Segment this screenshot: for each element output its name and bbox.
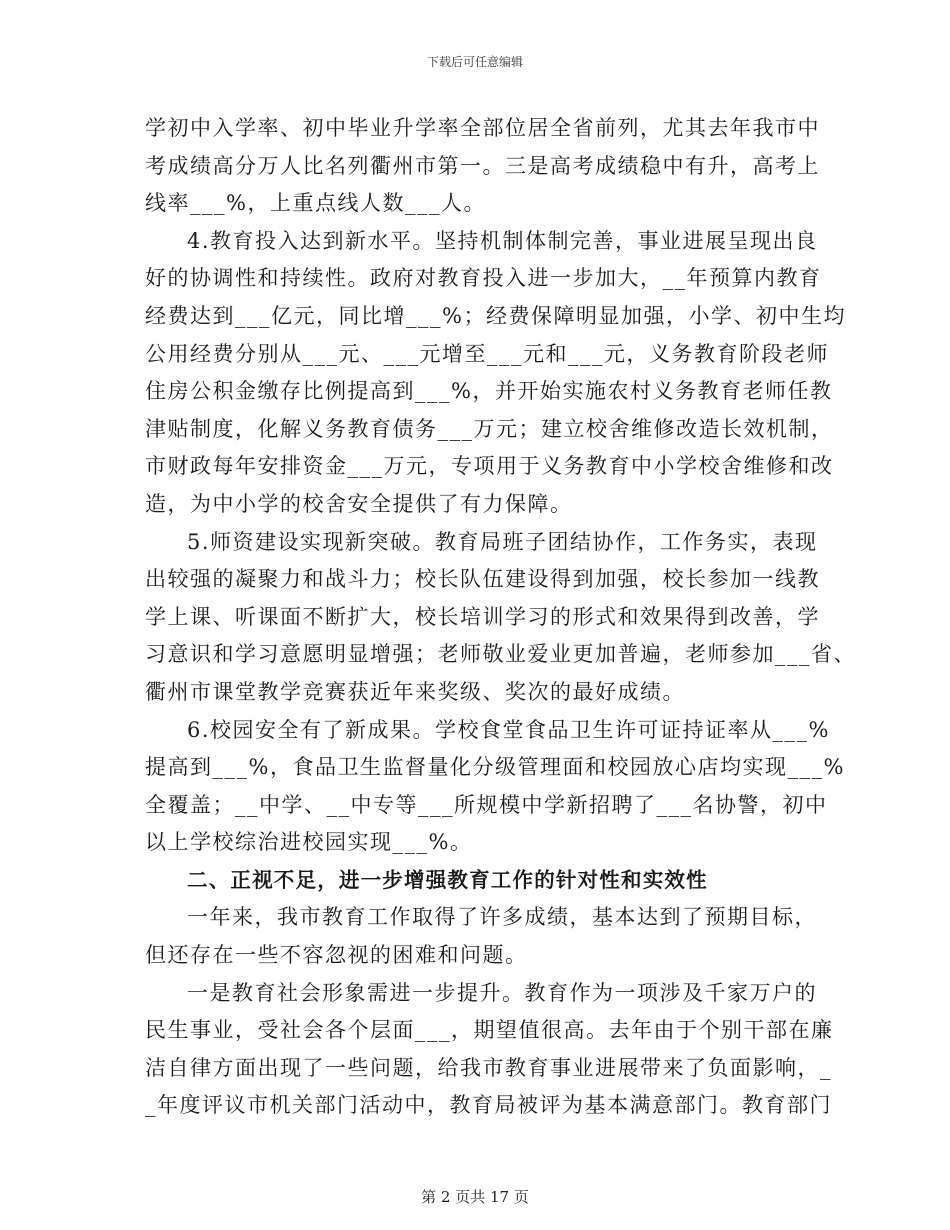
text-line: 公用经费分别从___元、___元增至___元和___元，义务教育阶段老师 (145, 341, 829, 366)
text-line: 但还存在一些不容忽视的困难和问题。 (145, 943, 528, 968)
document-body (145, 110, 856, 1125)
text-line: 4.教育投入达到新水平。坚持机制体制完善，事业进展呈现出良 (187, 228, 818, 253)
text-line: 考成绩高分万人比名列衢州市第一。三是高考成绩稳中有升，高考上 (145, 153, 820, 178)
text-line: 好的协调性和持续性。政府对教育投入进一步加大，__年预算内教育 (145, 266, 822, 291)
text-line: 线率___%，上重点线人数___人。 (145, 191, 486, 216)
text-line: 一年来，我市教育工作取得了许多成绩，基本达到了预期目标， (187, 905, 817, 930)
section-heading: 二、正视不足，进一步增强教育工作的针对性和实效性 (187, 867, 708, 892)
text-line: 经费达到___亿元，同比增___%；经费保障明显加强，小学、初中生均 (145, 303, 846, 328)
text-line: 津贴制度，化解义务教育债务___万元；建立校舍维修改造长效机制， (145, 416, 834, 441)
text-line: 习意识和学习意愿明显增强；老师敬业爱业更加普遍，老师参加___省、 (145, 642, 856, 667)
text-line: 6.校园安全有了新成果。学校食堂食品卫生许可证持证率从___% (187, 717, 830, 742)
text-line: 以上学校综治进校园实现___%。 (145, 830, 473, 855)
text-line: _年度评议市机关部门活动中，教育局被评为基本满意部门。教育部门 (145, 1093, 832, 1118)
text-line: 造，为中小学的校舍安全提供了有力保障。 (145, 491, 573, 516)
text-line: 出较强的凝聚力和战斗力；校长队伍建设得到加强，校长参加一线教 (145, 567, 820, 592)
text-line: 提高到___%，食品卫生监督量化分级管理面和校园放心店均实现___% (145, 755, 845, 780)
text-line: 洁自律方面出现了一些问题，给我市教育事业进展带来了负面影响，_ (145, 1055, 832, 1080)
text-line: 一是教育社会形象需进一步提升。教育作为一项涉及千家万户的 (187, 980, 817, 1005)
text-line: 学上课、听课面不断扩大，校长培训学习的形式和效果得到改善，学 (145, 604, 820, 629)
text-line: 学初中入学率、初中毕业升学率全部位居全省前列，尤其去年我市中 (145, 116, 820, 140)
text-line: 全覆盖；__中学、__中专等___所规模中学新招聘了___名协警，初中 (145, 792, 828, 817)
text-line: 衢州市课堂教学竞赛获近年来奖级、奖次的最好成绩。 (145, 679, 685, 704)
text-line: 市财政每年安排资金___万元，专项用于义务教育中小学校舍维修和改 (145, 454, 834, 479)
page-header: 下载后可任意编辑 (426, 55, 523, 69)
text-line: 5.师资建设实现新突破。教育局班子团结协作，工作务实，表现 (187, 529, 818, 554)
text-line: 民生事业，受社会各个层面___，期望值很高。去年由于个别干部在廉 (145, 1018, 834, 1043)
text-line: 住房公积金缴存比例提高到___%，并开始实施农村义务教育老师任教 (145, 379, 833, 404)
page-footer: 第 2 页共 17 页 (421, 1188, 529, 1206)
